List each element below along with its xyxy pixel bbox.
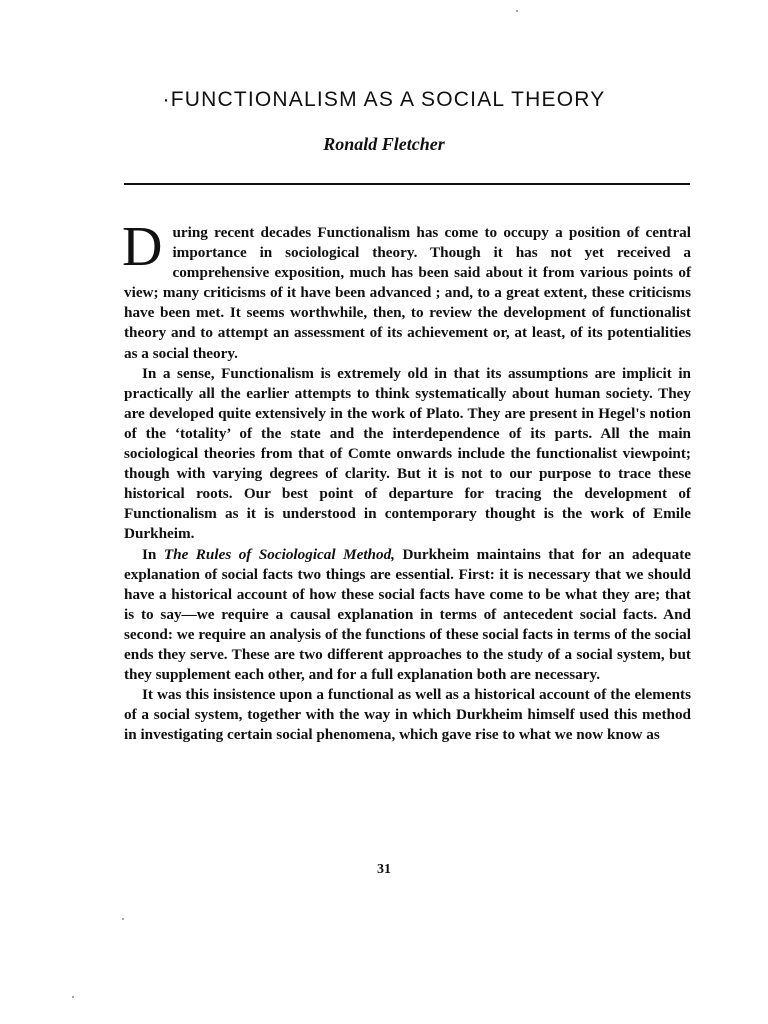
article-title: ·FUNCTIONALISM AS A SOCIAL THEORY [162, 88, 606, 111]
paragraph-3 [124, 545, 691, 686]
page-number: 31 [377, 862, 391, 877]
article-body [122, 216, 692, 745]
title-divider [124, 183, 690, 185]
paragraph-1 [122, 216, 691, 364]
paragraph-4: It was this insistence upon a functional as well as a historical account of the elements of a social system, together with the way in which Durkheim himself used this method in investigating certain social phenomena, which gave rise to what we now know as [124, 686, 691, 744]
drop-cap: D [122, 216, 163, 278]
paragraph-3-text: Durkheim maintains that for an adequate explanation of social facts two things are essential. First: it is necessary that we should have a historical account of how these social facts have come to be what they are; that is to say—we require a causal explanation in terms of antecedent social facts. And second: we require an analysis of the functions of these social facts in terms of the social ends they serve. These are two different approaches to the study of a social system, but they supplement each other, and for a full explanation both are necessary. [124, 545, 692, 684]
author-name: Ronald Fletcher [323, 134, 445, 154]
book-title: The Rules of Sociological Method, [163, 545, 395, 563]
scan-speck [122, 918, 124, 920]
paragraph-1-text: uring recent decades Functionalism has come to occupy a position of central importance in sociological theory. Though it has not yet received a comprehensive exposition, much has been said about it from various points of view; many criticisms of it have been advanced ; and, to a great extent, these criticisms have been met. It seems worthwhile, then, to review the development of functionalist theory and to attempt an assessment of its achievement or, at least, of its potentialities as a social theory. [124, 224, 691, 362]
paragraph-3-prefix: In [142, 545, 164, 563]
paragraph-2: In a sense, Functionalism is extremely old in that its assumptions are implicit in practically all the earlier attempts to think systematically about human society. They are developed quite extensively in the work of Plato. They are present in Hegel's notion of the ‘totality’ of the state and the interdependence of its parts. All the main sociological theories from that of Comte onwards include the functionalist viewpoint; though with varying degrees of clarity. But it is not to our purpose to trace these historical roots. Our best point of departure for tracing the development of Functionalism as it is understood in contemporary thought is the work of Emile Durkheim. [124, 364, 691, 543]
scan-speck [516, 10, 518, 12]
scan-speck [72, 996, 74, 998]
